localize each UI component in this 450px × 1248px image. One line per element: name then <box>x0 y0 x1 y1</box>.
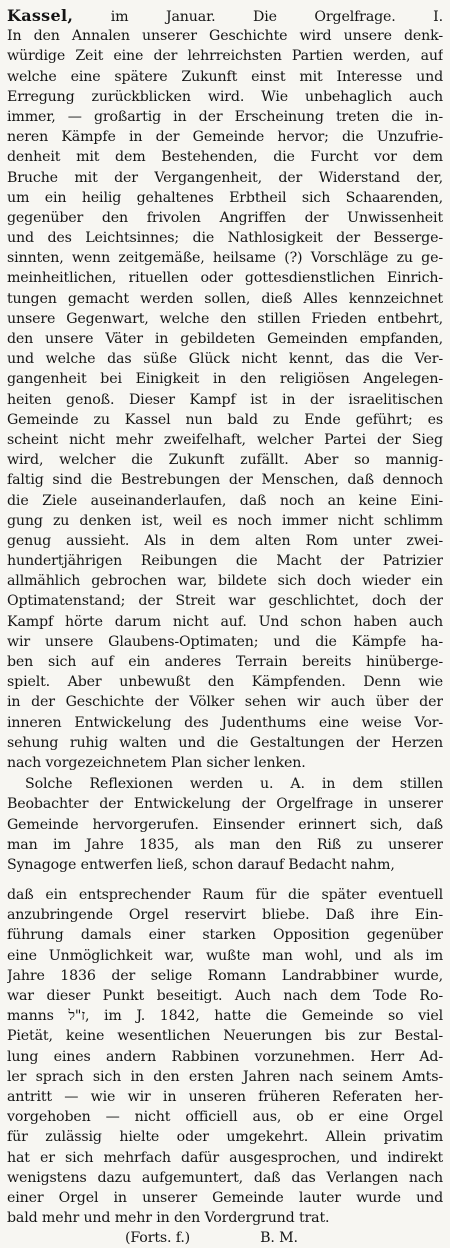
text-line: Kampf hörte darum nicht auf. Und schon haben auch <box>7 613 443 630</box>
text-line: Gemeinde hervorgerufen. Einsender erinnert sich, daß <box>7 816 443 833</box>
text-line: war dieser Punkt beseitigt. Auch nach dem Tode Ro- <box>7 988 443 1004</box>
text-line: Bruche mit der Vergangenheit, der Widerstand der, <box>7 169 443 186</box>
text-line: hundertjährigen Reibungen die Macht der Patrizier <box>7 553 443 570</box>
text-line: einer Orgel in unserer Gemeinde lauter wurde und <box>7 1189 443 1206</box>
text-line: führung damals einer starken Opposition gegenüber <box>7 927 443 944</box>
text-line: wenigstens dazu aufgemuntert, daß das Verlangen nach <box>7 1169 443 1186</box>
text-line: Solche Reflexionen werden u. A. in dem stillen <box>25 776 443 793</box>
text-line: Beobachter der Entwickelung der Orgelfrage in unserer <box>7 796 443 813</box>
text-line: meinheitlichen, rituellen oder gottesdienstlichen Einrich- <box>7 270 443 287</box>
text-line: tungen gemacht werden sollen, dieß Alles kennzeichnet <box>7 290 443 307</box>
text-line: allmählich gebrochen war, bildete sich doch wieder ein <box>7 573 443 590</box>
author-initials: B. M. <box>260 1230 298 1247</box>
text-line: Jahre 1836 der selige Romann Landrabbiner wurde, <box>7 967 443 984</box>
text-line: manns ז"ל, im J. 1842, hatte die Gemeinde so viel <box>7 1008 443 1025</box>
text-line: gangenheit bei Einigkeit in den religiösen Angelegen- <box>7 371 443 388</box>
text-line: unsere Gegenwart, welche den stillen Frieden entbehrt, <box>7 310 443 327</box>
text-line: die Ziele auseinanderlaufen, daß noch an keine Eini- <box>7 492 443 509</box>
continuation-note: (Forts. f.) <box>125 1230 191 1247</box>
text-line: heiten genoß. Dieser Kampf ist in der israelitischen <box>7 391 443 408</box>
paragraph-3 <box>7 875 443 1228</box>
text-line: gegenüber den frivolen Angriffen der Unwissenheit <box>7 209 443 226</box>
paragraph-1 <box>7 26 443 773</box>
text-line: Pietät, keine wesentlichen Neuerungen bis zur Bestal- <box>7 1028 443 1045</box>
city-name: Kassel, <box>7 6 74 25</box>
text-line: Synagoge entwerfen ließ, schon darauf Bedacht nahm, <box>7 856 395 873</box>
text-line: ler sprach sich in den ersten Jahren nach seinem Amts- <box>7 1068 443 1085</box>
text-line: Gemeinde zu Kassel nun bald zu Ende geführt; es <box>7 411 443 428</box>
text-line: Optimatenstand; der Streit war geschlichtet, doch der <box>7 593 443 610</box>
text-line: antritt — wie wir in unseren früheren Referaten her- <box>7 1088 443 1105</box>
text-line: bald mehr und mehr in den Vordergrund trat. <box>7 1210 330 1227</box>
text-line: ben sich auf ein anderes Terrain bereits hinüberge- <box>7 654 443 670</box>
text-line: wird, welcher die Zukunft zufällt. Aber so mannig- <box>7 452 443 469</box>
text-line: inneren Entwickelung des Judenthums eine weise Vor- <box>7 714 443 731</box>
article-column <box>7 6 443 1248</box>
text-line: wir unsere Glaubens-Optimaten; und die Kämpfe ha- <box>7 633 443 650</box>
text-line: um ein heilig gehaltenes Erbtheil sich Schaarenden, <box>7 189 443 206</box>
text-line: hat er sich mehrfach dafür ausgesprochen, und indirekt <box>7 1149 443 1166</box>
dateline-title: im Januar. Die Orgelfrage. I. <box>73 9 443 25</box>
text-line: den unsere Väter in gebildeten Gemeinden empfanden, <box>7 331 443 347</box>
text-line: man im Jahre 1835, als man den Riß zu unserer <box>7 836 443 853</box>
text-line: daß ein entsprechender Raum für die später eventuell <box>7 887 443 904</box>
text-line: immer, — großartig in der Erscheinung treten die in- <box>7 108 443 125</box>
text-line: und welche das süße Glück nicht kennt, das die Ver- <box>7 351 443 368</box>
text-line: welche eine spätere Zukunft einst mit Interesse und <box>7 68 443 85</box>
text-line: sinnten, wenn zeitgemäße, heilsame (?) Vorschläge zu ge- <box>7 250 443 267</box>
text-line: sehung ruhig walten und die Gestaltungen der Herzen <box>7 734 443 751</box>
text-line: und des Leichtsinnes; die Nathlosigkeit der Besserge- <box>7 230 443 247</box>
text-line: spielt. Aber unbewußt den Kämpfenden. Denn wie <box>7 674 443 691</box>
text-line: eine Unmöglichkeit war, wußte man wohl, und als im <box>7 947 443 964</box>
text-line: neren Kämpfe in der Gemeinde hervor; die Unzufrie- <box>7 129 443 146</box>
text-line: vorgehoben — nicht officiell aus, ob er eine Orgel <box>7 1109 443 1126</box>
text-line: denheit mit dem Bestehenden, die Furcht vor dem <box>7 149 443 166</box>
text-line: scheint nicht mehr zweifelhaft, welcher Partei der Sieg <box>7 431 443 448</box>
text-line: In den Annalen unserer Geschichte wird unsere denk- <box>7 28 443 45</box>
text-line: gung zu denken ist, weil es noch immer nicht schlimm <box>7 512 443 529</box>
text-line: für zulässig hielte oder umgekehrt. Allein privatim <box>7 1129 443 1146</box>
article-heading <box>7 6 443 26</box>
text-line: genug aussieht. Als in dem alten Rom unter zwei- <box>7 532 443 549</box>
article-footer <box>7 1228 443 1248</box>
text-line: Erregung zurückblicken wird. Wie unbehaglich auch <box>7 88 443 105</box>
text-line: in der Geschichte der Völker sehen wir auch über der <box>7 694 443 711</box>
paragraph-2 <box>7 773 443 875</box>
text-line: anzubringende Orgel reservirt bliebe. Daß ihre Ein- <box>7 907 443 924</box>
text-line: nach vorgezeichnetem Plan sicher lenken. <box>7 754 306 771</box>
text-line: lung eines andern Rabbinen vorzunehmen. Herr Ad- <box>7 1048 443 1065</box>
text-line: würdige Zeit eine der lehrreichsten Partien werden, auf <box>7 48 443 65</box>
text-line: faltig sind die Bestrebungen der Menschen, daß dennoch <box>7 472 443 489</box>
